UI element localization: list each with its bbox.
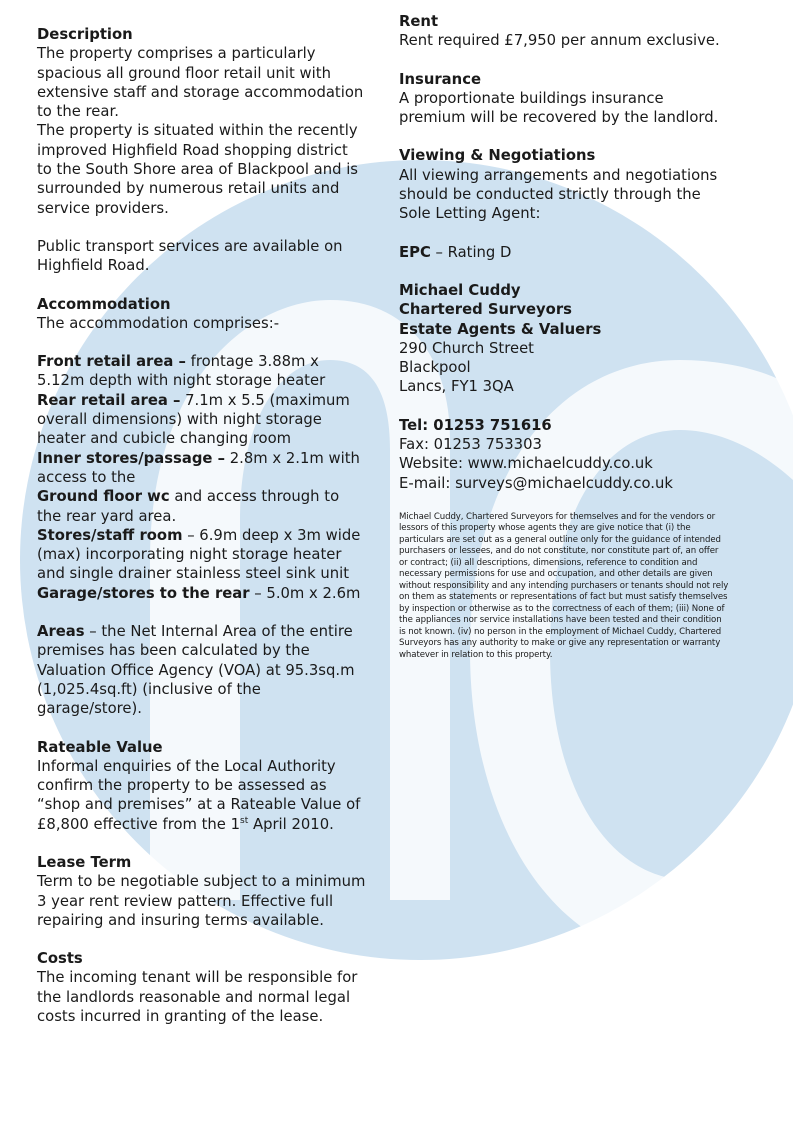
agent-name: Michael Cuddy	[399, 281, 521, 299]
accommodation-item-text: – 5.0m x 2.6m	[249, 584, 361, 602]
accommodation-item-text: – 6.9m deep x 3m wide (max) incorporating night storage heater and single drainer stainless steel sink unit	[37, 526, 361, 583]
accommodation-intro: The accommodation comprises:-	[37, 314, 280, 332]
accommodation-item-text: 2.8m x 2.1m with access to the	[37, 449, 360, 486]
accommodation-item	[37, 526, 367, 584]
lease-term-heading: Lease Term	[37, 853, 132, 871]
accommodation-item-text: 7.1m x 5.5 (maximum overall dimensions) with night storage heater and cubicle changing room	[37, 391, 350, 448]
areas-section	[37, 622, 367, 718]
accommodation-item	[37, 449, 367, 488]
epc-rating: – Rating D	[430, 243, 512, 261]
contact-section	[399, 416, 729, 493]
accommodation-list	[37, 352, 367, 603]
epc-paragraph	[399, 243, 729, 262]
email-link[interactable]: E-mail: surveys@michaelcuddy.co.uk	[399, 474, 673, 492]
costs-section	[37, 949, 367, 1026]
accommodation-item-label: Stores/staff room	[37, 526, 183, 544]
costs-heading: Costs	[37, 950, 83, 968]
fax: Fax: 01253 753303	[399, 436, 542, 454]
address-line-2: Blackpool	[399, 359, 471, 377]
accommodation-item-label: Rear retail area –	[37, 391, 181, 409]
website-link[interactable]: Website: www.michaelcuddy.co.uk	[399, 455, 653, 473]
description-section	[37, 25, 367, 218]
telephone: Tel: 01253 751616	[399, 416, 552, 434]
rateable-value-text: Informal enquiries of the Local Authority confirm the property to be assessed as “shop and premises” at a Rateable Value of £8,800 effective from the 1	[37, 757, 361, 833]
rateable-value-heading: Rateable Value	[37, 738, 163, 756]
rateable-value-paragraph	[37, 757, 367, 834]
accommodation-item-label: Ground floor wc	[37, 488, 170, 506]
right-column	[399, 12, 729, 661]
accommodation-item-label: Inner stores/passage –	[37, 449, 226, 467]
transport-section	[37, 237, 367, 276]
accommodation-item	[37, 487, 367, 526]
areas-label: Areas	[37, 623, 85, 641]
agent-subtitle: Estate Agents & Valuers	[399, 320, 602, 338]
areas-paragraph	[37, 622, 367, 718]
insurance-heading: Insurance	[399, 70, 482, 88]
accommodation-item-text: frontage 3.88m x 5.12m depth with night storage heater	[37, 353, 326, 390]
agent-title: Chartered Surveyors	[399, 301, 572, 319]
left-column	[37, 25, 367, 1045]
rent-section	[399, 12, 729, 51]
accommodation-heading: Accommodation	[37, 295, 171, 313]
accommodation-item	[37, 584, 367, 603]
costs-paragraph: The incoming tenant will be responsible for the landlords reasonable and normal legal costs incurred in granting of the lease.	[37, 969, 358, 1026]
address-line-1: 290 Church Street	[399, 339, 534, 357]
accommodation-item	[37, 352, 367, 391]
description-heading: Description	[37, 26, 133, 43]
epc-section	[399, 243, 729, 262]
insurance-section	[399, 70, 729, 128]
insurance-paragraph: A proportionate buildings insurance premium will be recovered by the landlord.	[399, 89, 719, 127]
accommodation-item-label: Front retail area –	[37, 353, 186, 371]
transport-paragraph: Public transport services are available on Highfield Road.	[37, 237, 343, 275]
epc-label: EPC	[399, 243, 431, 261]
accommodation-heading-section	[37, 295, 367, 334]
agent-section	[399, 281, 729, 397]
address-line-3: Lancs, FY1 3QA	[399, 378, 514, 396]
rateable-value-section	[37, 738, 367, 834]
viewing-heading: Viewing & Negotiations	[399, 147, 596, 165]
rent-heading: Rent	[399, 13, 439, 30]
description-paragraph-2: The property is situated within the recently improved Highfield Road shopping district to the South Shore area of Blackpool and is surrounded by numerous retail units and service providers.	[37, 122, 359, 217]
accommodation-item	[37, 391, 367, 449]
description-paragraph-1: The property comprises a particularly spacious all ground floor retail unit with extensive staff and storage accommodation to the rear.	[37, 45, 364, 121]
rateable-value-text-end: April 2010.	[248, 815, 334, 833]
disclaimer-text: Michael Cuddy, Chartered Surveyors for themselves and for the vendors or lessors of this property whose agents they are give notice that (i) the particulars are set out as a general outline only for the guidance of intended purchasers or lessees, and do not constitute, nor constitute part of, an offer or contract; (ii) all descriptions, dimensions, reference to condition and necessary permissions for use and occupation, and other details are given without responsibility and any intending purchasers or tenants should not rely on them as statements or representations of fact but must satisfy themselves by inspection or otherwise as to the correctness of each of them; (iii) None of the appliances nor service installations have been tested and their condition is not known. (iv) no person in the employment of Michael Cuddy, Chartered Surveyors has any authority to make or give any representation or warranty whatever in relation to this property.	[399, 511, 729, 660]
lease-term-paragraph: Term to be negotiable subject to a minimum 3 year rent review pattern. Effective full repairing and insuring terms available.	[37, 873, 366, 929]
disclaimer-section	[399, 512, 729, 662]
rent-paragraph: Rent required £7,950 per annum exclusive.	[399, 32, 720, 50]
areas-text: – the Net Internal Area of the entire premises has been calculated by the Valuation Office Agency (VOA) at 95.3sq.m (1,025.4sq.ft) (inclusive of the garage/store).	[37, 623, 355, 718]
accommodation-item-label: Garage/stores to the rear	[37, 584, 250, 602]
viewing-paragraph: All viewing arrangements and negotiations should be conducted strictly through the Sole Letting Agent:	[399, 166, 718, 223]
viewing-section	[399, 146, 729, 223]
lease-term-section	[37, 853, 367, 930]
ordinal-suffix: st	[240, 815, 249, 826]
accommodation-item-text: and access through to the rear yard area.	[37, 488, 340, 525]
